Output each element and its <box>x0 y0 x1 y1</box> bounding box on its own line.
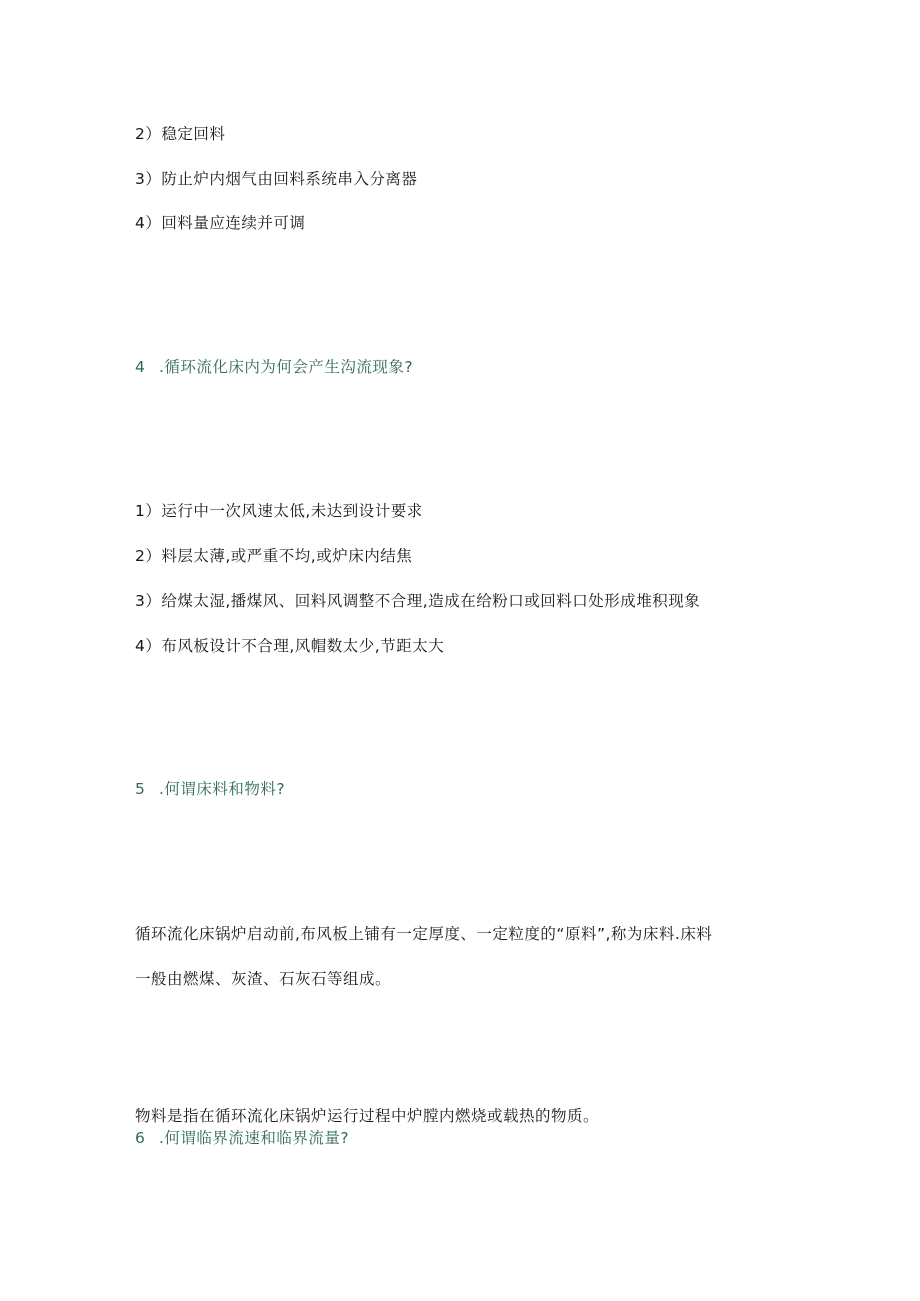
list-item: 3）防止炉内烟气由回料系统串入分离器 <box>135 170 418 188</box>
section-heading-6 <box>135 1128 349 1148</box>
section-number: 6 <box>135 1129 146 1147</box>
section-title: .何谓临界流速和临界流量? <box>159 1129 350 1147</box>
list-item: 1）运行中一次风速太低,未达到设计要求 <box>135 502 423 520</box>
section-title: .循环流化床内为何会产生沟流现象? <box>159 358 414 376</box>
list-item: 2）料层太薄,或严重不均,或炉床内结焦 <box>135 547 413 565</box>
list-item: 4）回料量应连续并可调 <box>135 214 306 232</box>
paragraph: 物料是指在循环流化床锅炉运行过程中炉膛内燃烧或载热的物质。 <box>135 1107 600 1125</box>
section-heading-4 <box>135 357 413 377</box>
section-number: 4 <box>135 358 146 376</box>
section-title: .何谓床料和物料? <box>159 780 286 798</box>
section-heading-5 <box>135 779 285 799</box>
paragraph-line: 一般由燃煤、灰渣、石灰石等组成。 <box>135 970 392 988</box>
paragraph-line: 循环流化床锅炉启动前,布风板上铺有一定厚度、一定粒度的“原料”,称为床料.床料 <box>135 925 713 943</box>
list-item: 3）给煤太湿,播煤风、回料风调整不合理,造成在给粉口或回料口处形成堆积现象 <box>135 592 701 610</box>
list-item: 2）稳定回料 <box>135 125 226 143</box>
list-item: 4）布风板设计不合理,风帽数太少,节距太大 <box>135 637 445 655</box>
section-number: 5 <box>135 780 146 798</box>
